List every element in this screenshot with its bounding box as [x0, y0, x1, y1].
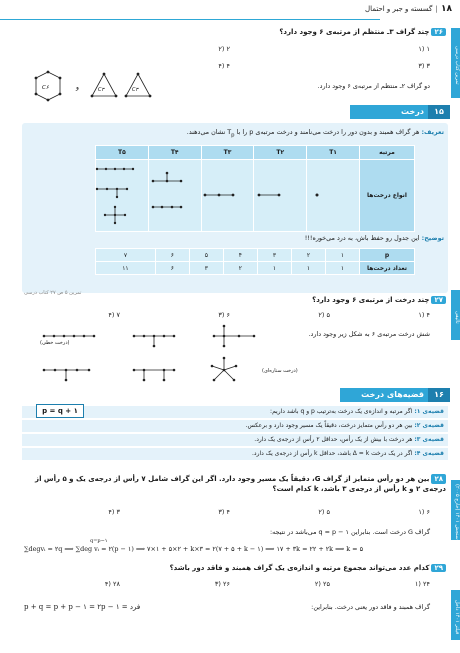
section-title: درخت [401, 107, 424, 116]
cell: ۷ [96, 249, 156, 262]
chapter-title: گسسته و جبر و احتمال [365, 5, 433, 13]
table-row-p [96, 249, 415, 262]
section-15-banner [350, 105, 450, 119]
theorem-text: هر درخت با بیش از یک رأس، حداقل ۲ رأس از درجه‌ی یک دارد. [254, 436, 413, 443]
cell: ۳ [189, 262, 223, 275]
table-row-count [96, 262, 415, 275]
formula-box: p = q + ۱ [36, 404, 84, 418]
option-3[interactable]: ۶ (۳ [218, 311, 230, 319]
label-star-tree: (درخت ستاره‌ای) [262, 368, 298, 374]
cell: ۵ [189, 249, 223, 262]
col-header-t3: T۳ [201, 146, 254, 160]
option-4[interactable]: ۲۸ (۴ [104, 580, 120, 588]
answer-text: گراف همبند و فاقد دور یعنی درخت. بنابراین: [311, 603, 430, 611]
tip [305, 234, 444, 242]
cell: ۱ [325, 249, 359, 262]
option-2[interactable]: ۵ (۲ [318, 508, 330, 516]
row-header-count: تعداد درخت‌ها [360, 262, 415, 275]
math-overset: q=p−۱ [90, 538, 108, 544]
cell: ۶ [155, 249, 189, 262]
option-1[interactable]: ۴ (۱ [418, 311, 430, 319]
side-tab-4: فیلتر ۱۴۰۱ داخل [451, 590, 460, 640]
option-1[interactable]: ۱ (۱ [418, 45, 430, 53]
question-number: ۲۶ [431, 28, 446, 36]
question-text: کدام عدد می‌تواند مجموع مرتبه و اندازه‌ی یک گراف همبند و فاقد دور باشد؟ [169, 564, 430, 572]
math-equation: p + q = p + p − ۱ = ۲p − ۱ = فرد [24, 603, 141, 611]
question-27 [146, 296, 446, 304]
side-tab-1: تمرین کتاب درسی [451, 28, 460, 98]
tree-t2 [258, 194, 281, 197]
graph-label-c3a: C۳ [98, 87, 105, 93]
cell: ۳ [257, 249, 291, 262]
graph-label-c6: C۶ [42, 85, 49, 91]
option-2[interactable]: ۲ (۲ [218, 45, 230, 53]
cell: ۱ [257, 262, 291, 275]
col-header-t4: T۴ [148, 146, 201, 160]
option-1[interactable]: ۲۴ (۱ [414, 580, 430, 588]
answer-text: شش درخت مرتبه‌ی ۶ به شکل زیر وجود دارد. [308, 330, 430, 338]
source-note: تمرین ۵ ص ۲۷ کتاب درسی [24, 290, 82, 296]
definition [24, 128, 444, 138]
col-header-t2: T۲ [254, 146, 307, 160]
option-3[interactable]: ۳ (۳ [418, 62, 430, 70]
theorem-text: اگر در یک درخت Δ = k باشد، حداقل k رأس از درجه‌ی یک دارد. [251, 450, 413, 457]
cell: ۴ [223, 249, 257, 262]
definition-label: تعریف: [421, 128, 444, 136]
definition-sub: p [231, 132, 235, 139]
cell: ۶ [155, 262, 189, 275]
tree-t3 [204, 194, 235, 197]
tip-text: این جدول رو حفظ باش، به درد می‌خوره!!! [304, 234, 420, 242]
theorem-text: بین هر دو رأس متمایز درخت، دقیقاً یک مسیر وجود دارد و برعکس. [245, 422, 413, 429]
answer-text: گراف G درخت است. بنابراین q = p − ۱ می‌باشد در نتیجه: [269, 528, 430, 536]
option-2[interactable]: ۲۵ (۲ [314, 580, 330, 588]
theorem-label: قضیه‌ی ۳: [414, 436, 444, 443]
graph-label-c3b: C۳ [132, 87, 139, 93]
cell: ۱ [325, 262, 359, 275]
col-header-t1: T۱ [307, 146, 360, 160]
question-text: چند گراف ۳ـ منتظم از مرتبه‌ی ۶ وجود دارد؟ [279, 28, 430, 36]
page-number: ۱۸ [441, 4, 452, 14]
question-number: ۲۸ [431, 474, 446, 484]
cell: ۱ [291, 262, 325, 275]
question-26 [26, 28, 446, 36]
col-header-t5: T۵ [96, 146, 149, 160]
cell: ۱۱ [96, 262, 156, 275]
question-text: چند درخت از مرتبه‌ی ۶ وجود دارد؟ [312, 296, 430, 304]
cell: ۲ [291, 249, 325, 262]
answer-text: دو گراف ۲ـ منتظم از مرتبه‌ی ۶ وجود دارد. [317, 82, 430, 90]
section-number: ۱۵ [428, 105, 450, 119]
label-linear-tree: (درخت خطی) [40, 340, 70, 346]
section-title: قضیه‌های درخت [361, 390, 424, 399]
option-2[interactable]: ۵ (۲ [318, 311, 330, 319]
tree-star [211, 357, 238, 382]
row-header-p: p [360, 249, 415, 262]
tree-2 [133, 335, 176, 348]
header-rule [0, 19, 380, 20]
tree-count-table [95, 248, 415, 275]
theorem-4 [22, 448, 448, 460]
tree-4 [43, 369, 91, 382]
question-28 [18, 474, 446, 494]
option-4[interactable]: ۴ (۴ [218, 62, 230, 70]
tree-linear [43, 335, 96, 338]
side-tab-2: تالیفی [451, 290, 460, 340]
math-equation: ∑degvᵢ = ۲q ⟹ ∑deg vᵢ = ۲(p − ۱) ⟹ ۷×۱ + ۵×۲ + k×۳ = ۲(۷ + ۵ + k − ۱) ⟹ ۱۷ + ۳k = ۲۲ + ۲k ⟹ k = ۵ [24, 545, 363, 553]
question-number: ۲۹ [431, 564, 446, 572]
option-3[interactable]: ۴ (۳ [218, 508, 230, 516]
page-header [0, 0, 460, 22]
theorem-label: قضیه‌ی ۴: [414, 450, 444, 457]
option-1[interactable]: ۶ (۱ [418, 508, 430, 516]
tree-t4 [152, 172, 183, 209]
option-3[interactable]: ۲۶ (۳ [214, 580, 230, 588]
tree-t1 [316, 194, 319, 197]
tip-label: توضیح: [421, 234, 444, 242]
row-header-order: مرتبه [360, 146, 415, 160]
question-29 [18, 564, 446, 572]
regular-graphs-figure [28, 68, 178, 108]
question-text: بین هر دو رأس متمایز از گراف G، دقیقاً یک مسیر وجود دارد. اگر این گراف شامل ۷ رأس از درجه‌ی یک و ۵ رأس از درجه‌ی ۲ و k رأس از درجه‌ی ۳ باشد، k کدام است؟ [35, 475, 446, 493]
question-number: ۲۷ [431, 296, 446, 304]
theorem-2 [22, 420, 448, 432]
theorem-label: قضیه‌ی ۱: [414, 408, 444, 415]
option-4[interactable]: ۷ (۴ [108, 311, 120, 319]
theorem-label: قضیه‌ی ۲: [414, 422, 444, 429]
six-trees-figure [24, 322, 284, 384]
definition-tail: نشان می‌دهند. [186, 128, 228, 136]
tree-drawings [95, 159, 360, 231]
definition-text: هر گراف همبند و بدون دور را درخت می‌نامند و درخت مرتبه‌ی p را با T [227, 128, 420, 136]
theorem-1 [22, 406, 448, 418]
row-header-tree-types: انواع درخت‌ها [360, 160, 415, 232]
theorem-3 [22, 434, 448, 446]
section-number: ۱۶ [428, 388, 450, 402]
page-title: ۱۸ | گسسته و جبر و احتمال [365, 4, 452, 14]
option-4[interactable]: ۳ (۴ [108, 508, 120, 516]
or-label: و [76, 84, 79, 91]
cell: ۲ [223, 262, 257, 275]
tree-t5 [96, 168, 134, 224]
tree-5 [133, 369, 176, 382]
section-16-banner [340, 388, 450, 402]
side-tab-3: سنجش ۱۴۰۱ (خارج ۲۰۰۵) [451, 480, 460, 540]
theorem-text: اگر مرتبه و اندازه‌ی یک درخت به‌ترتیب p و q باشد داریم: [270, 408, 413, 415]
tree-3 [213, 325, 256, 348]
